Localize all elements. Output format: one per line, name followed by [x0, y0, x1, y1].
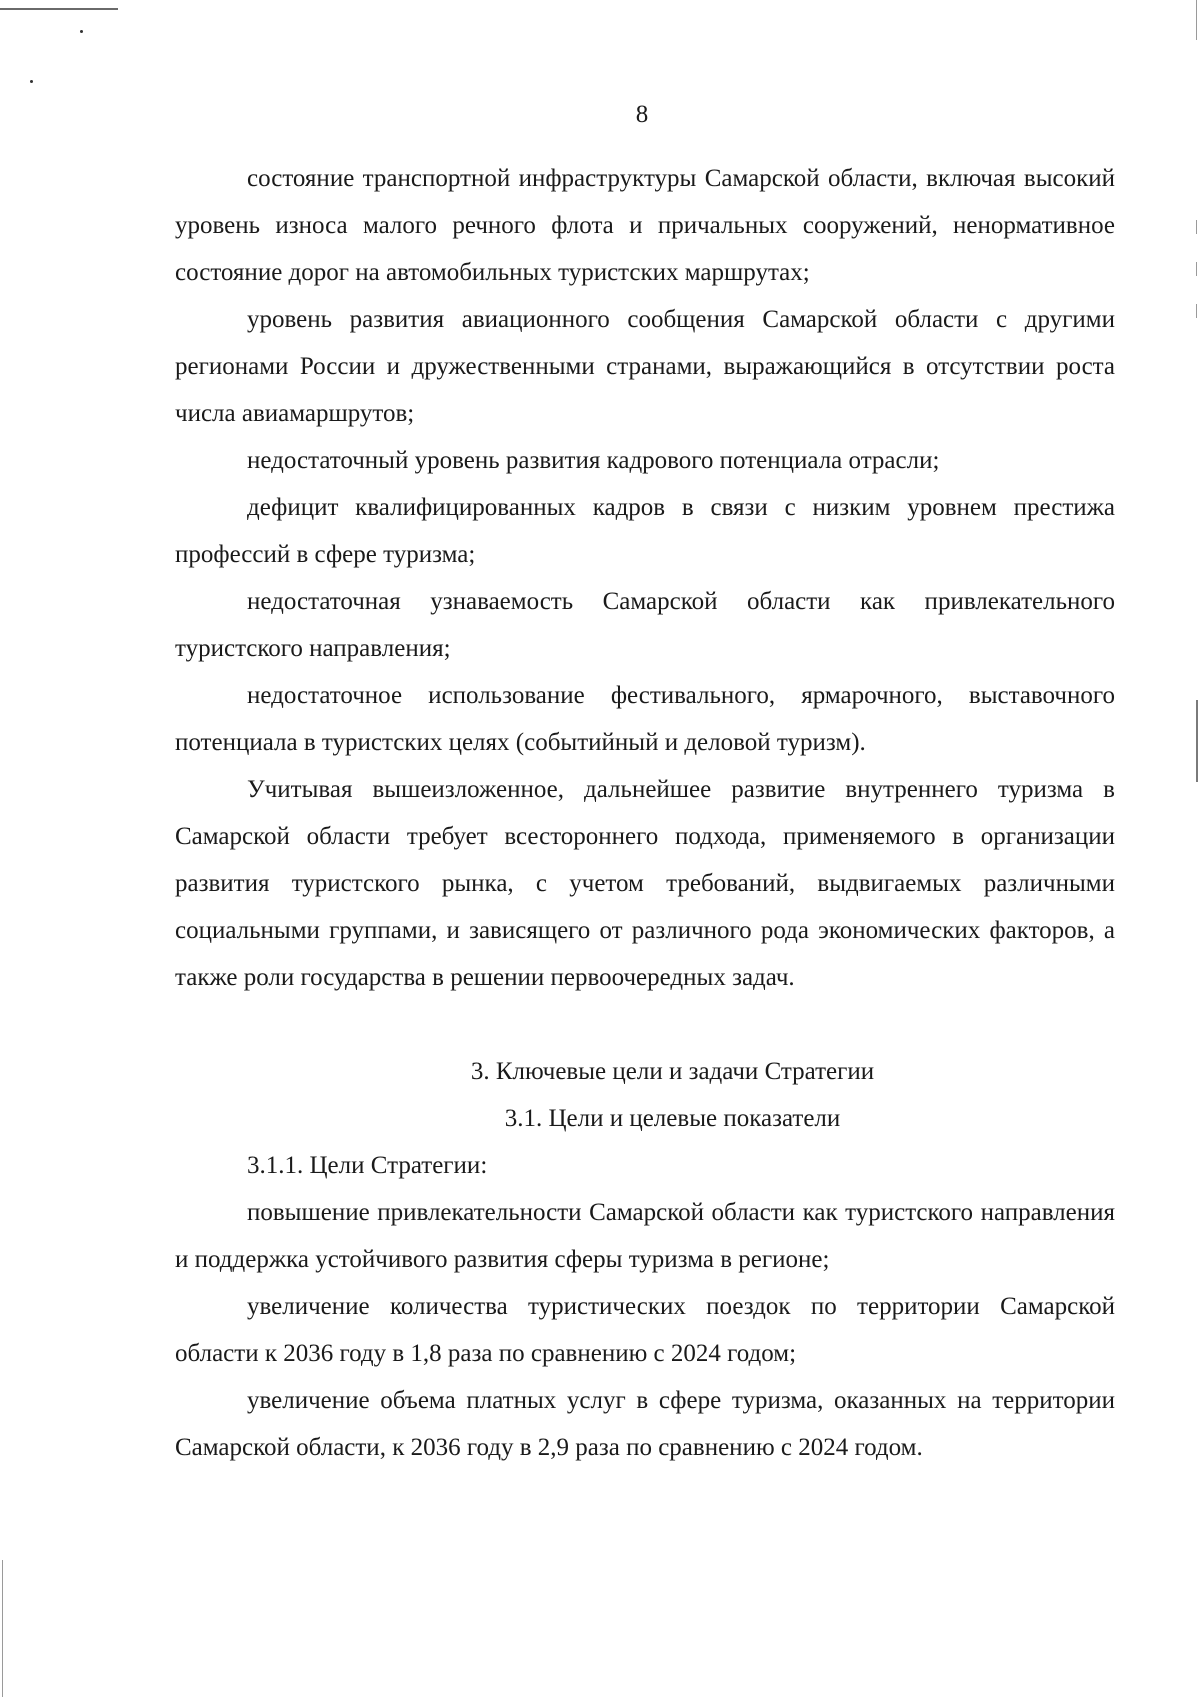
scan-dot [80, 30, 83, 33]
scan-tick [1196, 262, 1197, 276]
section-spacer [175, 1001, 1115, 1048]
scan-edge-right [1196, 0, 1197, 40]
subsection-heading: 3.1. Цели и целевые показатели [504, 1105, 841, 1132]
paragraph: увеличение количества туристических поездок по территории Самарской области к 2036 году в 1,8 раза по сравнению с 2024 годом; [175, 1293, 1115, 1367]
scan-mark-right [1196, 700, 1198, 782]
paragraph: 3.1.1. Цели Стратегии: [247, 1152, 488, 1179]
paragraph: состояние транспортной инфраструктуры Самарской области, включая высокий уровень износа малого речного флота и причальных сооружений, ненормативное состояние дорог на автомобильных туристских маршрутах; [175, 165, 1115, 286]
paragraph: повышение привлекательности Самарской области как туристского направления и поддержка устойчивого развития сферы туризма в регионе; [175, 1199, 1115, 1273]
scan-edge-top [0, 8, 118, 10]
paragraph: Учитывая вышеизложенное, дальнейшее развитие внутреннего туризма в Самарской области требует всестороннего подхода, применяемого в организации развития туристского рынка, с учетом требований, выдвигаемых различными социальными группами, и зависящего от различного рода экономических факторов, а также роли государства в решении первоочередных задач. [175, 776, 1115, 991]
paragraph: недостаточное использование фестивального, ярмарочного, выставочного потенциала в туристских целях (событийный и деловой туризм). [175, 682, 1115, 756]
document-body [175, 155, 1115, 1471]
section-heading: 3. Ключевые цели и задачи Стратегии [470, 1058, 875, 1085]
paragraph: уровень развития авиационного сообщения Самарской области с другими регионами России и дружественными странами, выражающийся в отсутствии роста числа авиамаршрутов; [175, 306, 1115, 427]
scan-dot [30, 80, 33, 83]
scan-edge-left [2, 1560, 3, 1697]
page-number: 8 [635, 101, 649, 128]
paragraph: недостаточная узнаваемость Самарской области как привлекательного туристского направления; [175, 588, 1115, 662]
scan-tick [1196, 304, 1197, 318]
paragraph: увеличение объема платных услуг в сфере туризма, оказанных на территории Самарской области, к 2036 году в 2,9 раза по сравнению с 2024 годом. [175, 1387, 1115, 1461]
paragraph: дефицит квалифицированных кадров в связи с низким уровнем престижа профессий в сфере туризма; [175, 494, 1115, 568]
paragraph: недостаточный уровень развития кадрового потенциала отрасли; [247, 447, 940, 474]
scan-tick [1196, 220, 1197, 234]
